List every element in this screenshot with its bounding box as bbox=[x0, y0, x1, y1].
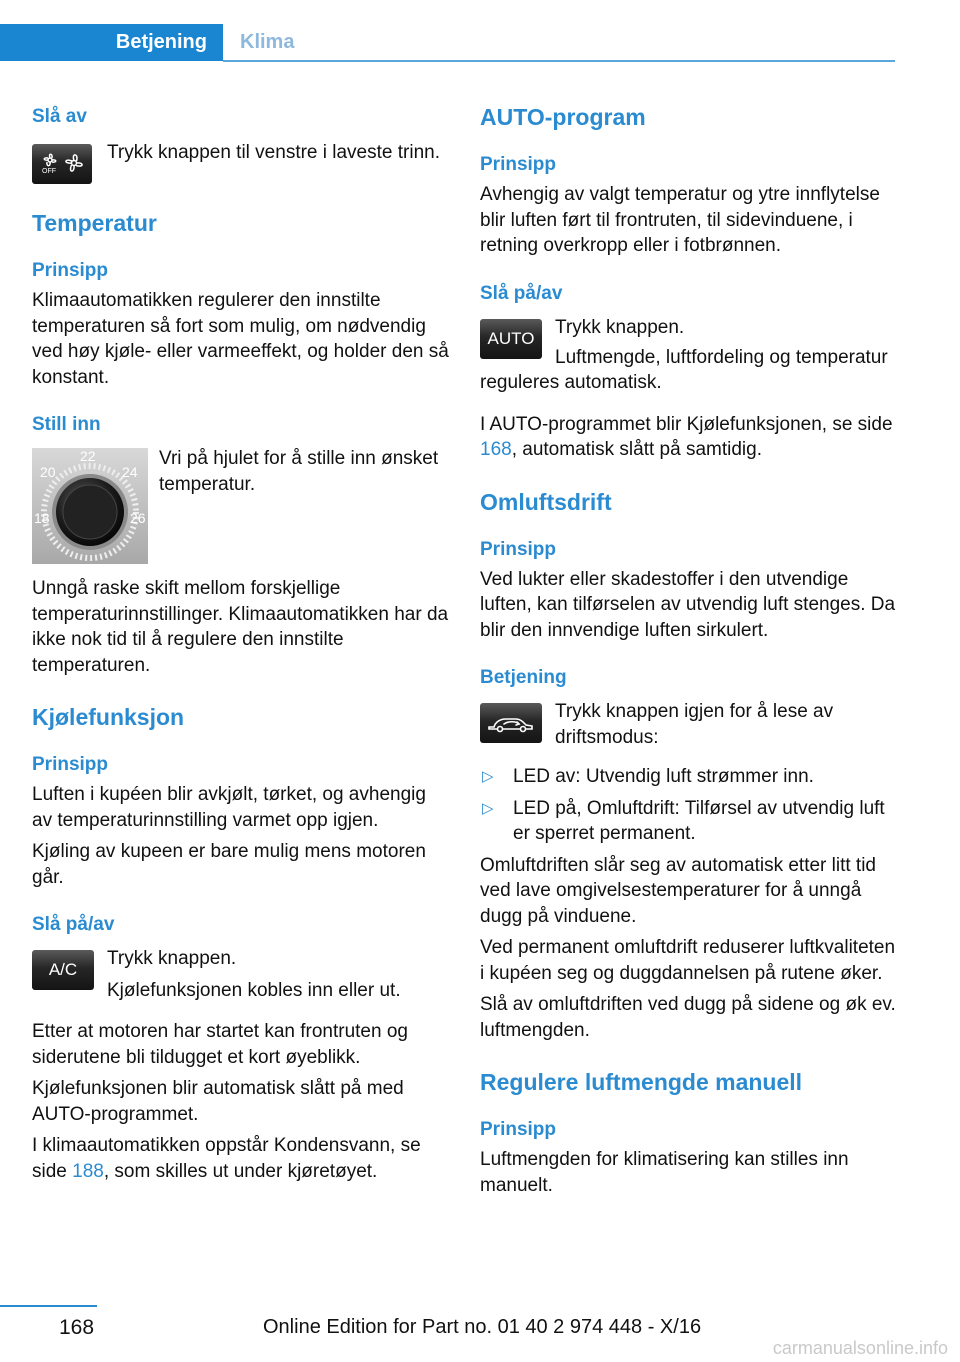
omluft-p3: Slå av omluftdriften ved dugg på sidene og øk ev. luftmengden. bbox=[480, 994, 896, 1041]
section-title-temperatur: Temperatur bbox=[32, 210, 157, 236]
ac-text-1: Trykk knappen. bbox=[107, 948, 237, 969]
auto-p3-pre: I AUTO-programmet blir Kjølefunksjonen, se side bbox=[480, 413, 893, 435]
kjole-p5-post: , som skilles ut under kjøretøyet. bbox=[103, 1160, 378, 1182]
page-link-168[interactable]: 168 bbox=[480, 439, 512, 460]
list-item-text: LED på, Omluftdrift: Tilførsel av utvendig luft er sperret permanent. bbox=[513, 797, 885, 844]
omluft-row bbox=[480, 703, 898, 750]
page-number: 168 bbox=[59, 1316, 95, 1339]
list-item bbox=[480, 764, 898, 790]
fan-off-button-icon bbox=[32, 144, 107, 184]
left-column bbox=[32, 100, 450, 1184]
footer-rule bbox=[0, 1305, 97, 1307]
section-title-omluftsdrift: Omluftsdrift bbox=[480, 488, 612, 515]
ac-row bbox=[32, 950, 450, 1003]
page-link-188[interactable]: 188 bbox=[72, 1160, 104, 1182]
ac-button-label: A/C bbox=[32, 950, 94, 990]
still-inn-text: Vri på hjulet for å stille inn ønsket temperatur. bbox=[159, 448, 439, 495]
subheading-prinsipp-manuell: Prinsipp bbox=[480, 1119, 557, 1140]
dial-label-26: 26 bbox=[130, 510, 146, 526]
dial-label-24: 24 bbox=[122, 464, 138, 480]
manuell-prinsipp-text: Luftmengden for klimatisering kan stilles inn manuelt. bbox=[480, 1149, 849, 1196]
subheading-sla-pa-av-auto: Slå på/av bbox=[480, 282, 563, 304]
auto-p3-post: , automatisk slått på samtidig. bbox=[511, 439, 762, 460]
subheading-prinsipp: Prinsipp bbox=[32, 260, 109, 281]
section-title-auto-program: AUTO-program bbox=[480, 104, 646, 130]
auto-text-2: Luftmengde, luftfordeling og temperatur reguleres automatisk. bbox=[480, 346, 888, 393]
auto-text-1: Trykk knappen. bbox=[555, 316, 685, 338]
subheading-prinsipp-auto: Prinsipp bbox=[480, 154, 557, 175]
omluft-p2: Ved permanent omluftdrift reduserer luftkvaliteten i kupéen seg og duggdannelsen på rutene øker. bbox=[480, 937, 896, 984]
auto-button-label: AUTO bbox=[480, 319, 542, 359]
kjole-p3: Etter at motoren har startet kan frontruten og siderutene bli tildugget et kort øyeblikk. bbox=[32, 1021, 408, 1068]
subheading-still-inn: Still inn bbox=[32, 414, 101, 435]
section-title-kjolefunksjon: Kjølefunksjon bbox=[32, 704, 185, 730]
section-title-regulere-luftmengde: Regulere luftmengde manuell bbox=[480, 1069, 803, 1095]
ac-text-2: Kjølefunksjonen kobles inn eller ut. bbox=[107, 979, 401, 1001]
dial-label-18: 18 bbox=[34, 510, 50, 526]
auto-prinsipp-text: Avhengig av valgt temperatur og ytre innflytelse blir luften ført til frontruten, til sidevinduene, i retning overkropp eller i fotbrønnen. bbox=[480, 184, 880, 256]
kjole-p5 bbox=[32, 1133, 450, 1184]
list-item-text: LED av: Utvendig luft strømmer inn. bbox=[513, 766, 814, 787]
kjole-prinsipp-p2: Kjøling av kupeen er bare mulig mens motoren går. bbox=[32, 841, 426, 888]
auto-p3 bbox=[480, 412, 898, 463]
led-status-list bbox=[480, 764, 898, 847]
triangle-bullet-icon: ▷ bbox=[482, 768, 494, 785]
kjole-p5-pre: I klimaautomatikken oppstår Kondensvann, se side bbox=[32, 1135, 421, 1182]
subheading-betjening: Betjening bbox=[480, 667, 567, 688]
subheading-sla-pa-av: Slå på/av bbox=[32, 914, 115, 935]
kjole-p4: Kjølefunksjonen blir automatisk slått på med AUTO-programmet. bbox=[32, 1078, 404, 1125]
section-heading-sla-av: Slå av bbox=[32, 106, 87, 127]
still-inn-row bbox=[32, 448, 450, 564]
sla-av-text: Trykk knappen til venstre i laveste trinn. bbox=[107, 142, 440, 163]
edition-text: Online Edition for Part no. 01 40 2 974 448 - X/16 bbox=[263, 1316, 702, 1338]
omluft-betjening-text: Trykk knappen igjen for å lese av driftsmodus: bbox=[555, 701, 834, 748]
ac-button-icon bbox=[32, 950, 107, 1003]
temperatur-warning-text: Unngå raske skift mellom forskjellige temperaturinnstillinger. Klimaautomatikken har da ikke nok tid til å regulere den innstilte temperaturen. bbox=[32, 578, 449, 676]
page-header bbox=[0, 24, 895, 62]
temperature-dial-icon bbox=[32, 448, 159, 564]
list-item bbox=[480, 796, 898, 847]
omluft-prinsipp-text: Ved lukter eller skadestoffer i den utvendige luften, kan tilførselen av utvendig luft stenges. Da blir den innvendige luften sirkulert. bbox=[480, 568, 896, 641]
temperatur-prinsipp-text: Klimaautomatikken regulerer den innstilte temperaturen så fort som mulig, om nødvendig ved høy kjøle- eller varmeeffekt, og holder den så konstant. bbox=[32, 290, 449, 388]
tab-klima[interactable]: Klima bbox=[240, 31, 295, 53]
watermark: carmanualsonline.info bbox=[772, 1338, 948, 1358]
tab-betjening[interactable]: Betjening bbox=[0, 24, 223, 61]
dial-label-22: 22 bbox=[80, 448, 96, 464]
sla-av-row bbox=[32, 144, 450, 184]
subheading-prinsipp-omluft: Prinsipp bbox=[480, 538, 557, 560]
subheading-prinsipp-kjole: Prinsipp bbox=[32, 754, 109, 775]
omluft-p1: Omluftdriften slår seg av automatisk etter litt tid ved lave omgivelsestemperaturer for å unngå dugg på vinduene. bbox=[480, 854, 876, 927]
recirculation-car-icon bbox=[480, 703, 555, 750]
svg-text:OFF: OFF bbox=[42, 168, 56, 175]
header-rule bbox=[223, 60, 895, 62]
right-column bbox=[480, 100, 898, 1198]
auto-button-icon bbox=[480, 319, 555, 359]
triangle-bullet-icon: ▷ bbox=[482, 799, 494, 817]
kjole-prinsipp-p1: Luften i kupéen blir avkjølt, tørket, og avhengig av temperaturinnstilling varmet opp igjen. bbox=[32, 784, 426, 831]
dial-label-20: 20 bbox=[40, 464, 56, 480]
